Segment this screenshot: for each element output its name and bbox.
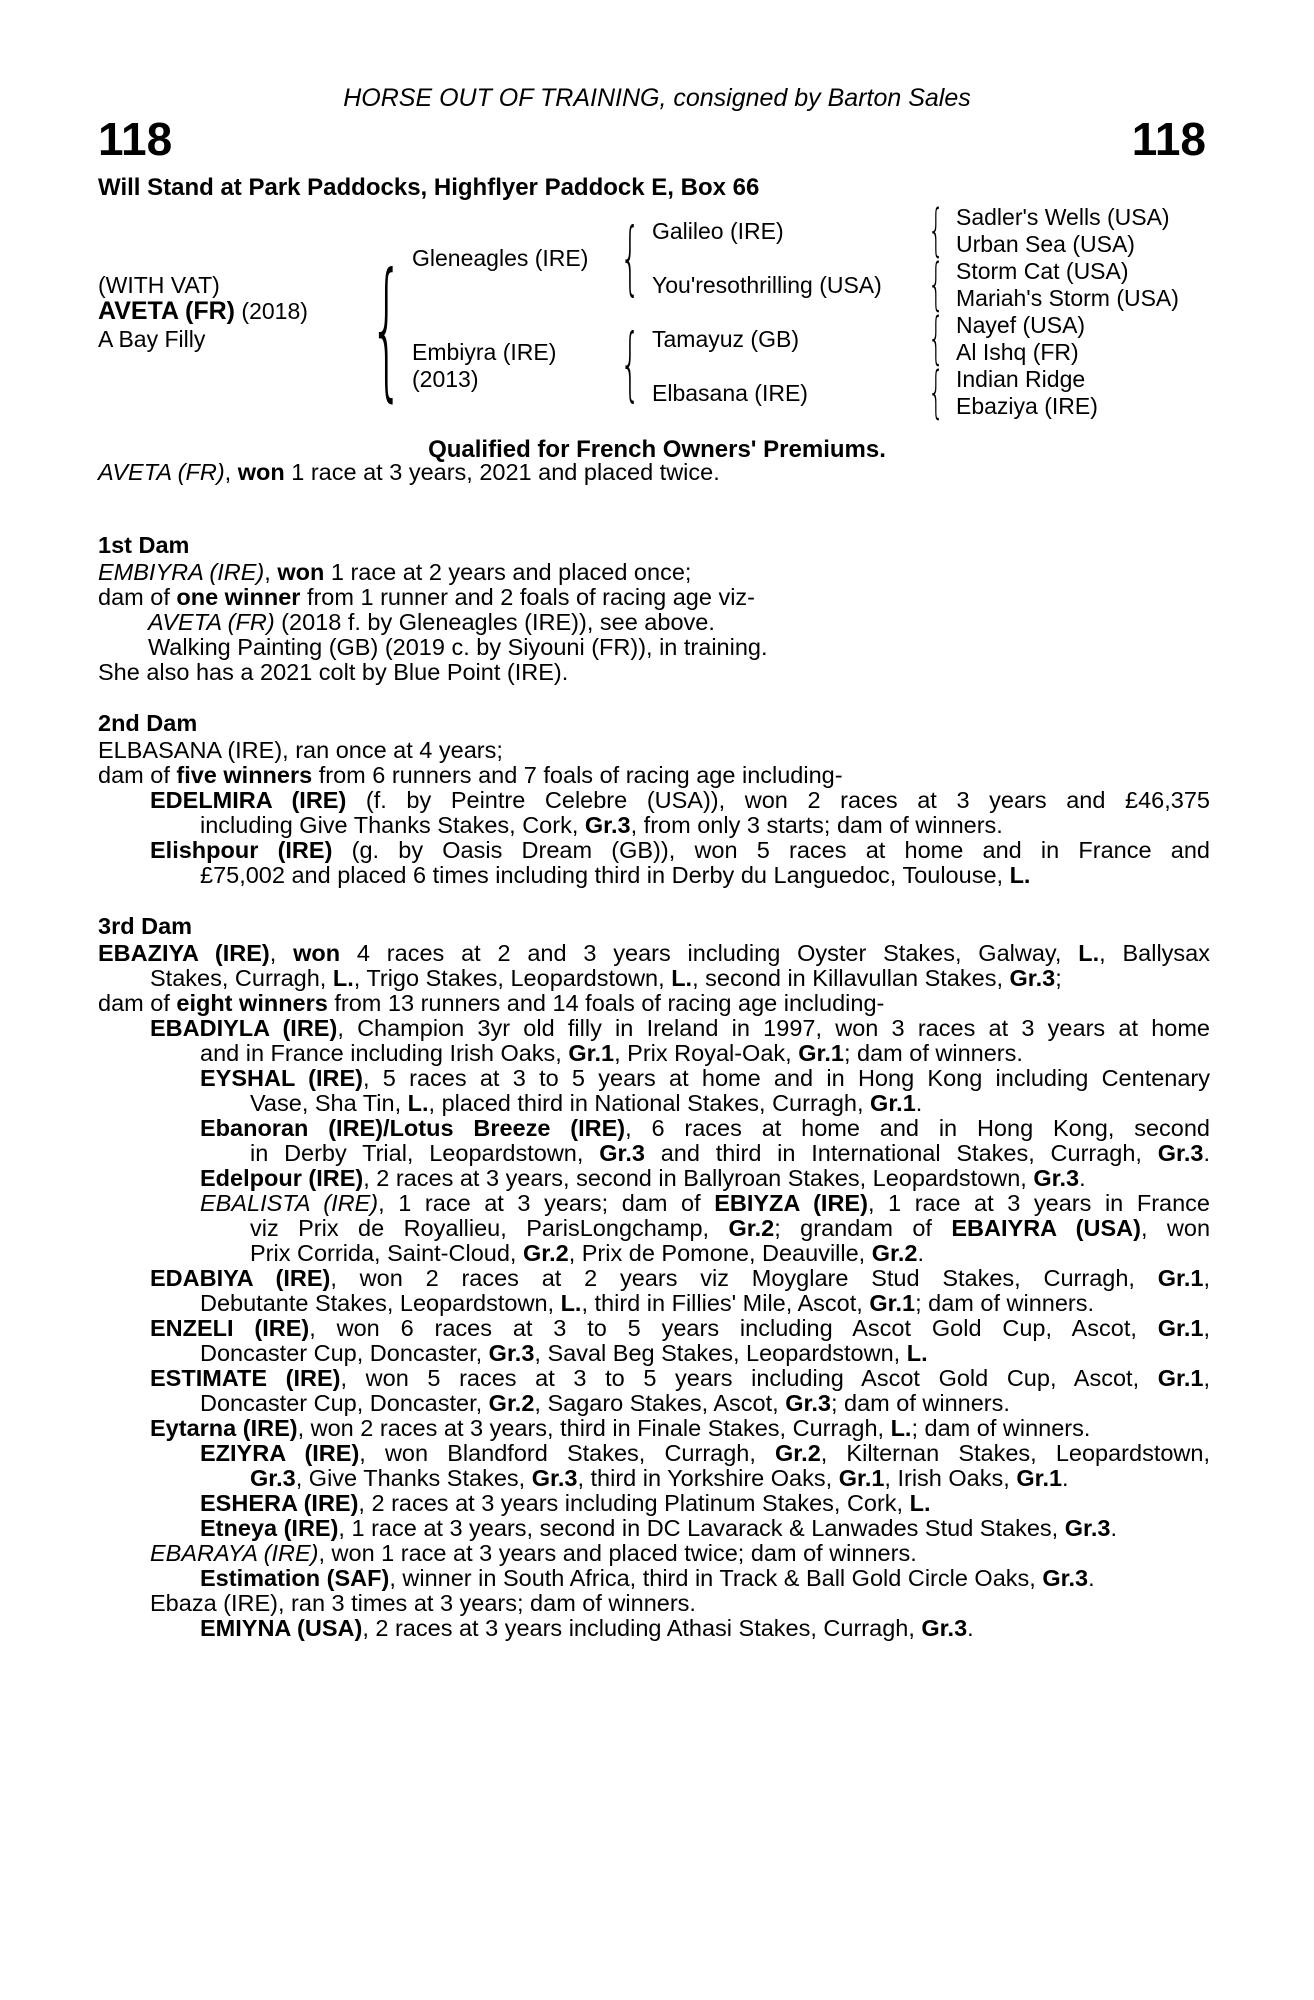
text: . <box>967 1615 974 1641</box>
text: , 2 races at 3 years including Athasi Stakes, Curragh, <box>362 1615 922 1641</box>
emphasis-text: Gr.3 <box>1064 1515 1111 1541</box>
third-dam-line <box>200 1066 1210 1092</box>
emphasis-text: Gr.1 <box>838 1465 885 1491</box>
pedigree-ssd: Urban Sea (USA) <box>956 231 1135 257</box>
text: Debutante Stakes, Leopardstown, <box>200 1290 561 1316</box>
emphasis-text: Ebanoran (IRE)/Lotus Breeze (IRE) <box>200 1115 626 1141</box>
emphasis-text: Gr.3 <box>599 1140 645 1166</box>
stand-location: Will Stand at Park Paddocks, Highflyer Paddock E, Box 66 <box>98 174 760 201</box>
emphasis-text: Gr.2 <box>488 1390 535 1416</box>
third-dam-line <box>150 1266 1210 1292</box>
text: . <box>1079 1165 1086 1191</box>
pedigree-ddd: Ebaziya (IRE) <box>956 393 1098 419</box>
brace-g3-4: { <box>928 360 945 425</box>
text: , Trigo Stakes, Leopardstown, <box>353 965 672 991</box>
text: . <box>917 1240 925 1266</box>
brace-g3-1: { <box>928 198 945 263</box>
emphasis-text: Gr.3 <box>1009 965 1056 991</box>
first-dam-line <box>148 635 768 661</box>
emphasis-text: one winner <box>176 584 301 610</box>
text: (f. by Peintre Celebre (USA)), won 2 races at 3 years and £46,375 <box>346 787 1210 813</box>
first-dam-line <box>98 660 568 686</box>
third-dam-line <box>200 1191 1210 1217</box>
emphasis-text: EMBIYRA (IRE) <box>98 559 265 585</box>
pedigree-dam-sire: Tamayuz (GB) <box>652 326 799 352</box>
text: , won 2 races at 3 years, third in Finale Stakes, Curragh, <box>297 1415 891 1441</box>
emphasis-text: Gr.1 <box>798 1040 844 1066</box>
text: (g. by Oasis Dream (GB)), won 5 races at home and in France and <box>332 837 1210 863</box>
emphasis-text: Estimation (SAF) <box>200 1565 390 1591</box>
summary-horse: AVETA (FR) <box>98 459 225 485</box>
pedigree-sire-dam: You'resothrilling (USA) <box>652 272 882 298</box>
text: dam of <box>98 990 177 1016</box>
emphasis-text: EBADIYLA (IRE) <box>150 1015 338 1041</box>
emphasis-text: L. <box>1009 862 1031 888</box>
text: , won <box>1140 1215 1211 1241</box>
third-dam-line <box>200 1391 1010 1417</box>
emphasis-text: Gr.3 <box>1033 1165 1080 1191</box>
emphasis-text: EYSHAL (IRE) <box>200 1065 363 1091</box>
brace-g3-2: { <box>928 252 945 317</box>
emphasis-text: Gr.1 <box>870 1090 916 1116</box>
emphasis-text: EBALISTA (IRE) <box>200 1190 379 1216</box>
text: Doncaster Cup, Doncaster, <box>200 1340 489 1366</box>
text: from 6 runners and 7 foals of racing age including- <box>312 762 843 788</box>
text: , 1 race at 3 years, second in DC Lavarack & Lanwades Stud Stakes, <box>338 1515 1065 1541</box>
text: . <box>1203 1140 1210 1166</box>
pedigree-dam-dam: Elbasana (IRE) <box>652 380 808 406</box>
text: Doncaster Cup, Doncaster, <box>200 1390 489 1416</box>
pedigree-dss: Nayef (USA) <box>956 312 1086 338</box>
emphasis-text: Gr.1 <box>1157 1365 1204 1391</box>
emphasis-text: L. <box>407 1090 429 1116</box>
third-dam-line <box>200 1616 974 1642</box>
text: from 1 runner and 2 foals of racing age viz- <box>300 584 755 610</box>
subject-year: (2018) <box>241 298 308 324</box>
qualification-note: Qualified for French Owners' Premiums. <box>428 436 886 463</box>
pedigree-dsd: Al Ishq (FR) <box>956 339 1079 365</box>
text: , from only 3 starts; dam of winners. <box>630 812 1003 838</box>
third-dam-line <box>250 1141 1210 1167</box>
text: . <box>1110 1515 1117 1541</box>
text: . <box>1062 1465 1069 1491</box>
text: , won 6 races at 3 to 5 years including Ascot Gold Cup, Ascot, <box>309 1315 1158 1341</box>
text: viz Prix de Royallieu, ParisLongchamp, <box>250 1215 729 1241</box>
third-dam-line <box>150 1541 917 1567</box>
text: , 2 races at 3 years including Platinum Stakes, Cork, <box>358 1490 910 1516</box>
brace-generation-1: { <box>370 242 404 416</box>
emphasis-text: L. <box>890 1415 912 1441</box>
pedigree-sire-sire: Galileo (IRE) <box>652 218 784 244</box>
brace-dam-line: { <box>620 317 641 410</box>
text: , Ballysax <box>1099 940 1210 966</box>
emphasis-text: Eytarna (IRE) <box>150 1415 298 1441</box>
emphasis-text: Gr.2 <box>522 1240 569 1266</box>
third-dam-line <box>200 1116 1210 1142</box>
text: 1 race at 3 years, 2021 and placed twice. <box>284 459 720 485</box>
pedigree-sdd: Mariah's Storm (USA) <box>956 285 1179 311</box>
emphasis-text: ESHERA (IRE) <box>200 1490 359 1516</box>
second-dam-line <box>200 813 1003 839</box>
emphasis-text: Edelpour (IRE) <box>200 1165 364 1191</box>
text: , <box>1203 1315 1210 1341</box>
text: , <box>264 559 278 585</box>
third-dam-line <box>200 1516 1117 1542</box>
text: , 1 race at 3 years; dam of <box>378 1190 715 1216</box>
text: , Prix de Pomone, Deauville, <box>568 1240 872 1266</box>
emphasis-text: EDELMIRA (IRE) <box>150 787 347 813</box>
emphasis-text: Gr.3 <box>1042 1565 1089 1591</box>
emphasis-text: Gr.3 <box>488 1340 535 1366</box>
text: Prix Corrida, Saint-Cloud, <box>250 1240 523 1266</box>
text: , 6 races at home and in Hong Kong, second <box>625 1115 1211 1141</box>
text: , third in Yorkshire Oaks, <box>577 1465 839 1491</box>
text: , won 2 races at 2 years viz Moyglare Stud Stakes, Curragh, <box>330 1265 1158 1291</box>
text: , 5 races at 3 to 5 years at home and in Hong Kong including Centenary <box>363 1065 1211 1091</box>
emphasis-text: ESTIMATE (IRE) <box>150 1365 341 1391</box>
text: , Kilternan Stakes, Leopardstown, <box>820 1440 1210 1466</box>
emphasis-text: Gr.3 <box>531 1465 578 1491</box>
text: . <box>915 1090 923 1116</box>
third-dam-line <box>250 1216 1210 1242</box>
third-dam-line <box>150 1016 1210 1042</box>
text: , Champion 3yr old filly in Ireland in 1997, won 3 races at 3 years at home <box>337 1015 1210 1041</box>
emphasis-text: L. <box>1078 940 1100 966</box>
text: ; dam of winners. <box>911 1415 1091 1441</box>
text: , <box>1203 1265 1210 1291</box>
emphasis-text: Etneya (IRE) <box>200 1515 339 1541</box>
brace-sire-line: { <box>620 211 641 304</box>
pedigree-dam-year: (2013) <box>412 366 479 392</box>
emphasis-text: EBAIYRA (USA) <box>951 1215 1141 1241</box>
text: (2018 f. by Gleneagles (IRE)), see above. <box>274 609 715 635</box>
text: Walking Painting (GB) (2019 c. by Siyouni (FR)), in training. <box>148 634 768 660</box>
emphasis-text: Gr.3 <box>921 1615 968 1641</box>
summary-line <box>98 460 720 486</box>
emphasis-text: Gr.1 <box>1157 1315 1204 1341</box>
second-dam-line <box>150 788 1210 814</box>
text: , 1 race at 3 years in France <box>867 1190 1210 1216</box>
text: She also has a 2021 colt by Blue Point (IRE). <box>98 659 569 685</box>
text: dam of <box>98 762 177 788</box>
emphasis-text: EBARAYA (IRE) <box>150 1540 319 1566</box>
emphasis-text: Gr.3 <box>785 1390 831 1416</box>
text: ; dam of winners. <box>843 1040 1023 1066</box>
pedigree-dds: Indian Ridge <box>956 366 1086 392</box>
text: including Give Thanks Stakes, Cork, <box>200 812 585 838</box>
pedigree-sss: Sadler's Wells (USA) <box>956 204 1170 230</box>
text: , Sagaro Stakes, Ascot, <box>534 1390 786 1416</box>
text: Vase, Sha Tin, <box>250 1090 408 1116</box>
third-dam-heading: 3rd Dam <box>98 913 193 939</box>
text: dam of <box>98 584 177 610</box>
lot-number-left: 118 <box>98 113 173 165</box>
emphasis-text: EMIYNA (USA) <box>200 1615 363 1641</box>
emphasis-text: EDABIYA (IRE) <box>150 1265 331 1291</box>
text: , Prix Royal-Oak, <box>614 1040 799 1066</box>
pedigree-dam: Embiyra (IRE) <box>412 339 557 365</box>
text: ; dam of winners. <box>830 1390 1010 1416</box>
third-dam-line <box>150 1416 1090 1442</box>
emphasis-text: Gr.1 <box>568 1040 615 1066</box>
emphasis-text: L. <box>906 1340 928 1366</box>
emphasis-text: EBIYZA (IRE) <box>714 1190 868 1216</box>
third-dam-line <box>200 1341 928 1367</box>
first-dam-line <box>98 585 755 611</box>
third-dam-line <box>150 966 1062 992</box>
third-dam-line <box>200 1166 1086 1192</box>
emphasis-text: Gr.1 <box>869 1290 916 1316</box>
text: from 13 runners and 14 foals of racing age including- <box>327 990 885 1016</box>
third-dam-line <box>200 1291 1094 1317</box>
text: , winner in South Africa, third in Track & Ball Gold Circle Oaks, <box>389 1565 1043 1591</box>
third-dam-line <box>200 1566 1095 1592</box>
text: Ebaza (IRE), ran 3 times at 3 years; dam of winners. <box>150 1590 696 1616</box>
text: , <box>224 459 238 485</box>
emphasis-text: eight winners <box>176 990 328 1016</box>
first-dam-line <box>148 610 715 636</box>
second-dam-line <box>150 838 1210 864</box>
second-dam-line <box>98 763 843 789</box>
emphasis-text: Gr.3 <box>250 1465 296 1491</box>
subject-description: A Bay Filly <box>98 326 206 352</box>
text: ; <box>1055 965 1062 991</box>
text: , <box>269 940 294 966</box>
third-dam-line <box>250 1241 924 1267</box>
first-dam-heading: 1st Dam <box>98 532 190 558</box>
emphasis-text: Gr.2 <box>728 1215 775 1241</box>
pedigree-sire: Gleneagles (IRE) <box>412 245 589 271</box>
emphasis-text: Gr.3 <box>584 812 631 838</box>
second-dam-line <box>200 863 1030 889</box>
text: , 2 races at 3 years, second in Ballyroan Stakes, Leopardstown, <box>363 1165 1034 1191</box>
text: , won 1 race at 3 years and placed twice; dam of winners. <box>318 1540 917 1566</box>
brace-g3-3: { <box>928 306 945 371</box>
lot-number-right: 118 <box>1131 113 1206 165</box>
third-dam-line <box>200 1491 931 1517</box>
text: . <box>1088 1565 1095 1591</box>
pedigree-sds: Storm Cat (USA) <box>956 258 1129 284</box>
emphasis-text: EBAZIYA (IRE) <box>98 940 270 966</box>
emphasis-text: L. <box>671 965 693 991</box>
text: £75,002 and placed 6 times including third in Derby du Languedoc, Toulouse, <box>200 862 1010 888</box>
subject-name: AVETA (FR) <box>98 297 236 325</box>
emphasis-text: Gr.2 <box>775 1440 821 1466</box>
emphasis-text: L. <box>909 1490 931 1516</box>
text: and in France including Irish Oaks, <box>200 1040 569 1066</box>
third-dam-line <box>150 1366 1210 1392</box>
text: , third in Fillies' Mile, Ascot, <box>581 1290 870 1316</box>
third-dam-line <box>200 1441 1210 1467</box>
emphasis-text: L. <box>332 965 354 991</box>
emphasis-text: Gr.2 <box>871 1240 918 1266</box>
third-dam-line <box>98 941 1210 967</box>
text: ; dam of winners. <box>915 1290 1095 1316</box>
first-dam-line <box>98 560 691 586</box>
emphasis-text: Gr.1 <box>1016 1465 1063 1491</box>
text: , <box>1203 1365 1210 1391</box>
emphasis-text: Elishpour (IRE) <box>150 837 333 863</box>
text: Stakes, Curragh, <box>150 965 333 991</box>
text: ; grandam of <box>774 1215 952 1241</box>
text: 4 races at 2 and 3 years including Oyster Stakes, Galway, <box>340 940 1079 966</box>
text: ELBASANA (IRE), ran once at 4 years; <box>98 737 503 763</box>
text: and third in International Stakes, Curragh, <box>644 1140 1158 1166</box>
emphasis-text: AVETA (FR) <box>148 609 275 635</box>
emphasis-text: L. <box>560 1290 582 1316</box>
text: , Saval Beg Stakes, Leopardstown, <box>534 1340 907 1366</box>
second-dam-heading: 2nd Dam <box>98 710 198 736</box>
emphasis-text: ENZELI (IRE) <box>150 1315 310 1341</box>
third-dam-line <box>150 1591 696 1617</box>
text: , Irish Oaks, <box>884 1465 1017 1491</box>
text: , second in Killavullan Stakes, <box>692 965 1010 991</box>
emphasis-text: EZIYRA (IRE) <box>200 1440 360 1466</box>
vat-note: (WITH VAT) <box>98 272 220 298</box>
emphasis-text: five winners <box>176 762 313 788</box>
text: , won 5 races at 3 to 5 years including Ascot Gold Cup, Ascot, <box>340 1365 1158 1391</box>
third-dam-line <box>200 1041 1023 1067</box>
text: , won Blandford Stakes, Curragh, <box>359 1440 776 1466</box>
summary-won: won <box>237 459 285 485</box>
emphasis-text: won <box>293 940 341 966</box>
text: , placed third in National Stakes, Curragh, <box>428 1090 871 1116</box>
second-dam-line <box>98 738 503 764</box>
emphasis-text: Gr.3 <box>1157 1140 1204 1166</box>
text: in Derby Trial, Leopardstown, <box>250 1140 600 1166</box>
emphasis-text: Gr.1 <box>1157 1265 1204 1291</box>
emphasis-text: won <box>277 559 325 585</box>
third-dam-line <box>98 991 884 1017</box>
text: , Give Thanks Stakes, <box>295 1465 532 1491</box>
third-dam-line <box>250 1466 1069 1492</box>
text: 1 race at 2 years and placed once; <box>324 559 692 585</box>
page-header-title: HORSE OUT OF TRAINING, consigned by Barton Sales <box>343 84 971 112</box>
third-dam-line <box>150 1316 1210 1342</box>
third-dam-line <box>250 1091 922 1117</box>
